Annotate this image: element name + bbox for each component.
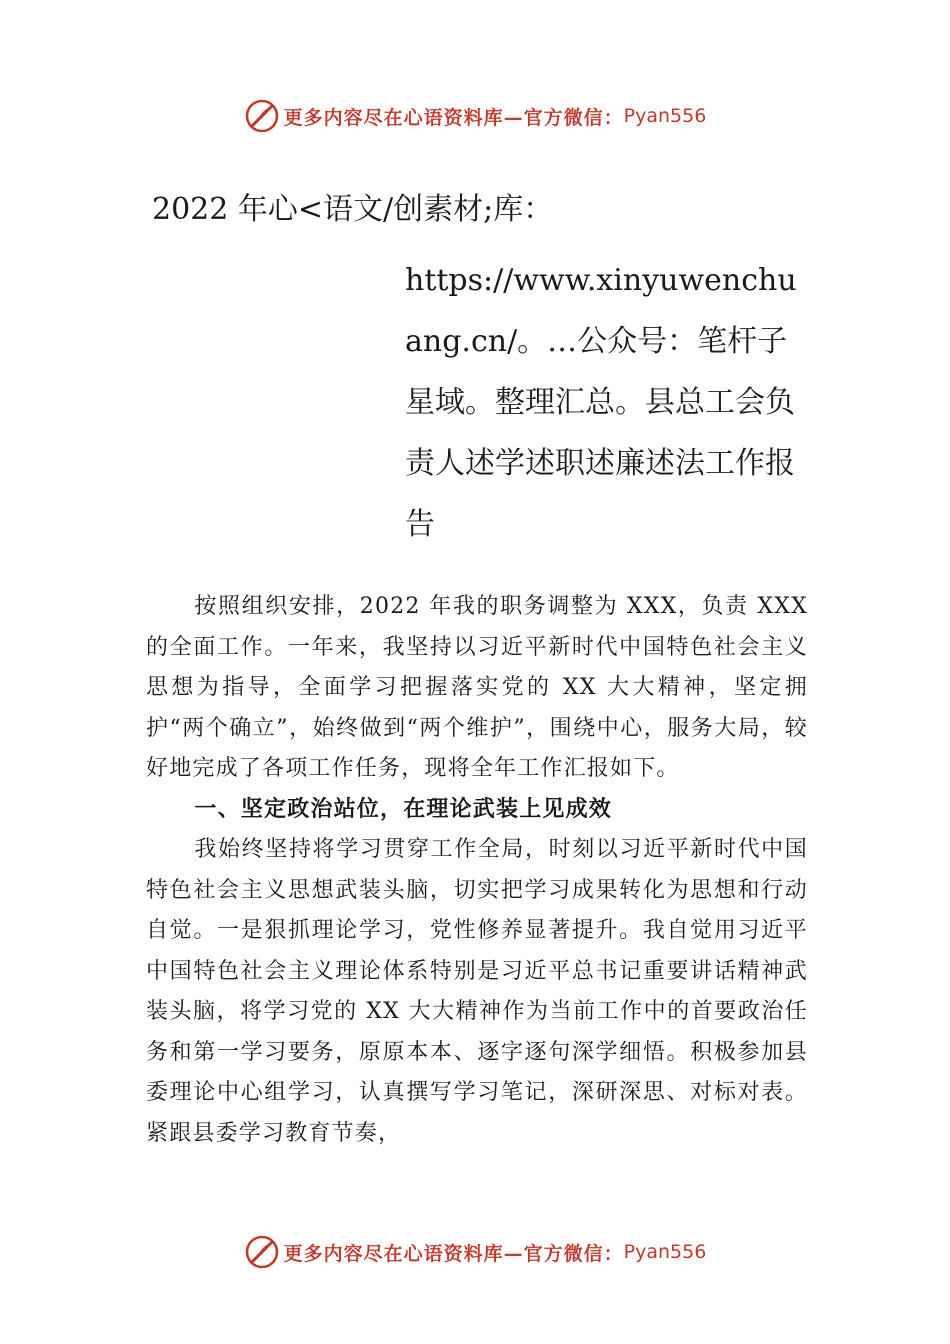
quill-logo-icon xyxy=(244,98,280,134)
section-1-paragraph: 我始终坚持将学习贯穿工作全局，时刻以习近平新时代中国特色社会主义思想武装头脑，切实把学习成果转化为思想和行动自觉。一是狠抓理论学习，党性修养显著提升。我自觉用习近平中国特色社会主义理论体系特别是习近平总书记重要讲话精神武装头脑，将学习党的 XX 大大精神作为当前工作中的首要政治任务和第一学习要务，原原本本、逐字逐句深学细悟。积极参加县委理论中心组学习，认真撰写学习笔记，深研深思、对标对表。紧跟县委学习教育节奏， xyxy=(146,837,808,1146)
banner-contact: Pyan556 xyxy=(623,105,707,127)
quill-logo-icon xyxy=(244,1234,280,1270)
banner-text: 更多内容尽在心语资料库—官方微信： xyxy=(283,1242,624,1265)
section-1-heading: 一、坚定政治站位，在理论武装上见成效 xyxy=(194,796,612,822)
banner-text: 更多内容尽在心语资料库—官方微信： xyxy=(283,106,624,129)
header-banner xyxy=(0,96,950,136)
title-first-line: 2022 年心<语文/创素材;库： xyxy=(152,192,554,227)
report-body xyxy=(146,587,808,1154)
intro-paragraph: 按照组织安排，2022 年我的职务调整为 XXX，负责 XXX 的全面工作。一年来，我坚持以习近平新时代中国特色社会主义思想为指导，全面学习把握落实党的 XX 大大精神，坚定拥护“两个确立”，始终做到“两个维护”，围绕中心，服务大局，较好地完成了各项工作任务，现将全年工作汇报如下。 xyxy=(146,594,808,781)
banner-contact: Pyan556 xyxy=(623,1241,707,1263)
footer-banner xyxy=(0,1232,950,1272)
title-continuation: https://www.xinyuwenchuang.cn/。…公众号：笔杆子星域。整理汇总。县总工会负责人述学述职述廉述法工作报告 xyxy=(405,263,797,542)
